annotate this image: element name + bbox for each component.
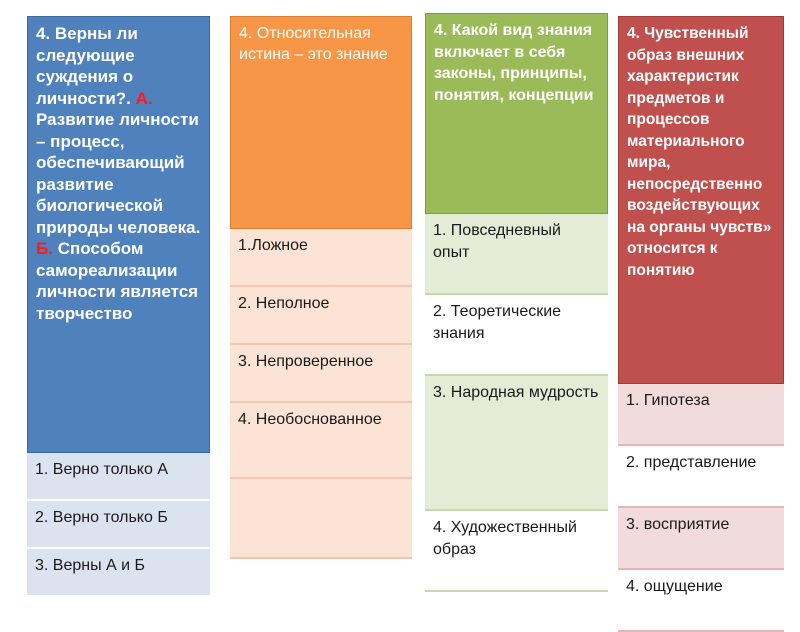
answer-option[interactable]: 4. Необоснованное (230, 403, 412, 479)
statement-a-text: Развитие личности – процесс, обеспечивающий развитие биологической природы человека. (36, 110, 201, 237)
answer-option[interactable]: 4. ощущение (618, 570, 784, 632)
answer-option[interactable]: 2. Верно только Б (27, 501, 210, 549)
answer-option[interactable]: 3. Верны А и Б (27, 549, 210, 597)
answer-option[interactable]: 3. Непроверенное (230, 345, 412, 403)
answer-option[interactable]: 1. Повседневный опыт (425, 214, 608, 295)
question-header: 4. Относительная истина – это знание (230, 16, 412, 229)
question-card-personality (27, 16, 210, 597)
answer-option[interactable]: 1. Гипотеза (618, 384, 784, 446)
answer-option[interactable]: 1. Верно только А (27, 453, 210, 501)
answer-option[interactable]: 1.Ложное (230, 229, 412, 287)
question-text: 4. Верны ли следующие суждения о личности?. (36, 24, 138, 108)
answer-option[interactable]: 3. Народная мудрость (425, 376, 608, 511)
question-card-relative-truth (230, 16, 412, 559)
statement-b-text: Способом самореализации личности является творчество (36, 239, 199, 323)
answer-option[interactable]: 2. Теоретические знания (425, 295, 608, 376)
question-header: 4. Какой вид знания включает в себя законы, принципы, понятия, концепции (425, 13, 608, 214)
answer-option-empty (230, 479, 412, 559)
statement-b-marker: Б. (36, 239, 53, 258)
answer-option[interactable]: 3. восприятие (618, 508, 784, 570)
question-card-sensory-image (618, 16, 784, 632)
question-header (27, 16, 210, 453)
answer-option[interactable]: 4. Художественный образ (425, 511, 608, 592)
answer-option[interactable]: 2. представление (618, 446, 784, 508)
question-card-knowledge-type (425, 13, 608, 592)
statement-a-marker: А. (135, 88, 153, 108)
question-header: 4. Чувственный образ внешних характеристик предметов и процессов материального мира, непосредственно воздействующих на органы чувств» относится к понятию (618, 16, 784, 384)
answer-option[interactable]: 2. Неполное (230, 287, 412, 345)
